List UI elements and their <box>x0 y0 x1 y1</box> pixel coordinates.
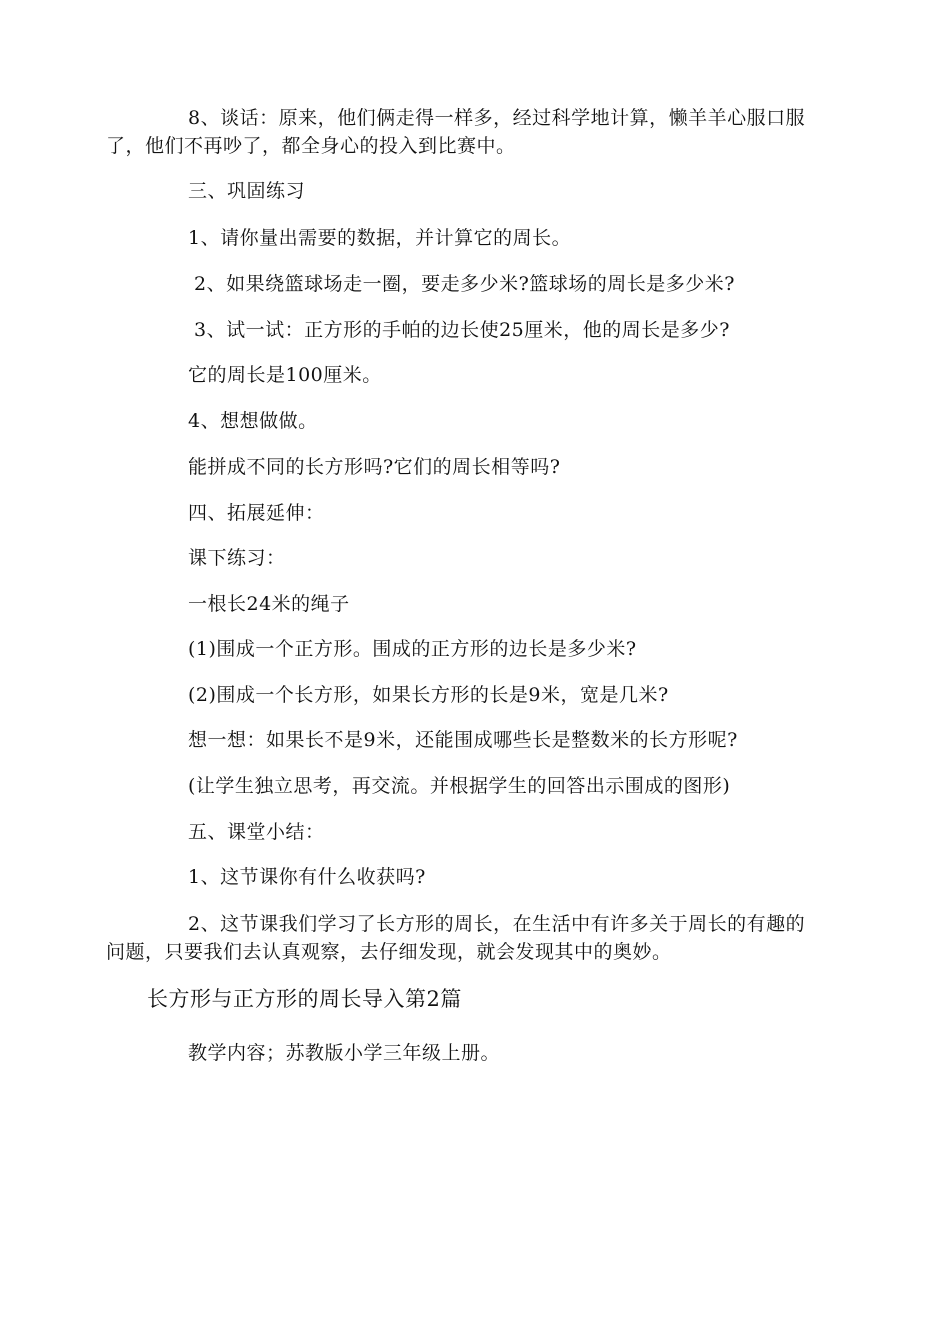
exercise-3-answer: 它的周长是100厘米。 <box>188 364 382 386</box>
homework-label: 课下练习： <box>188 547 286 569</box>
homework-question-2: (2)围成一个长方形，如果长方形的长是9米，宽是几米? <box>188 684 669 706</box>
section-heading-summary: 五、课堂小结： <box>188 821 325 843</box>
think-about-it: 想一想：如果长不是9米，还能围成哪些长是整数米的长方形呢? <box>188 729 738 751</box>
summary-2-line-1: 2、这节课我们学习了长方形的周长，在生活中有许多关于周长的有趣的 <box>188 913 806 935</box>
homework-question-1: (1)围成一个正方形。围成的正方形的边长是多少米? <box>188 638 637 660</box>
exercise-4-question: 能拼成不同的长方形吗?它们的周长相等吗? <box>188 456 561 478</box>
summary-1: 1、这节课你有什么收获吗? <box>188 866 426 888</box>
summary-2-line-2: 问题，只要我们去认真观察，去仔细发现，就会发现其中的奥妙。 <box>106 941 672 963</box>
paragraph-1-line-2: 了，他们不再吵了，都全身心的投入到比赛中。 <box>106 135 516 157</box>
teacher-note: (让学生独立思考，再交流。并根据学生的回答出示围成的图形) <box>188 775 731 797</box>
homework-rope: 一根长24米的绳子 <box>188 593 350 615</box>
exercise-1: 1、请你量出需要的数据，并计算它的周长。 <box>188 227 572 249</box>
exercise-2: 2、如果绕篮球场走一圈，要走多少米?篮球场的周长是多少米? <box>194 273 735 295</box>
paragraph-1-line-1: 8、谈话：原来，他们俩走得一样多，经过科学地计算，懒羊羊心服口服 <box>188 107 806 129</box>
section-heading-extension: 四、拓展延伸： <box>188 502 325 524</box>
teaching-content: 教学内容；苏教版小学三年级上册。 <box>188 1042 501 1064</box>
exercise-3: 3、试一试：正方形的手帕的边长使25厘米，他的周长是多少? <box>194 319 730 341</box>
exercise-4: 4、想想做做。 <box>188 410 318 432</box>
section-heading-consolidation: 三、巩固练习 <box>188 180 306 202</box>
article-title: 长方形与正方形的周长导入第2篇 <box>147 987 462 1011</box>
